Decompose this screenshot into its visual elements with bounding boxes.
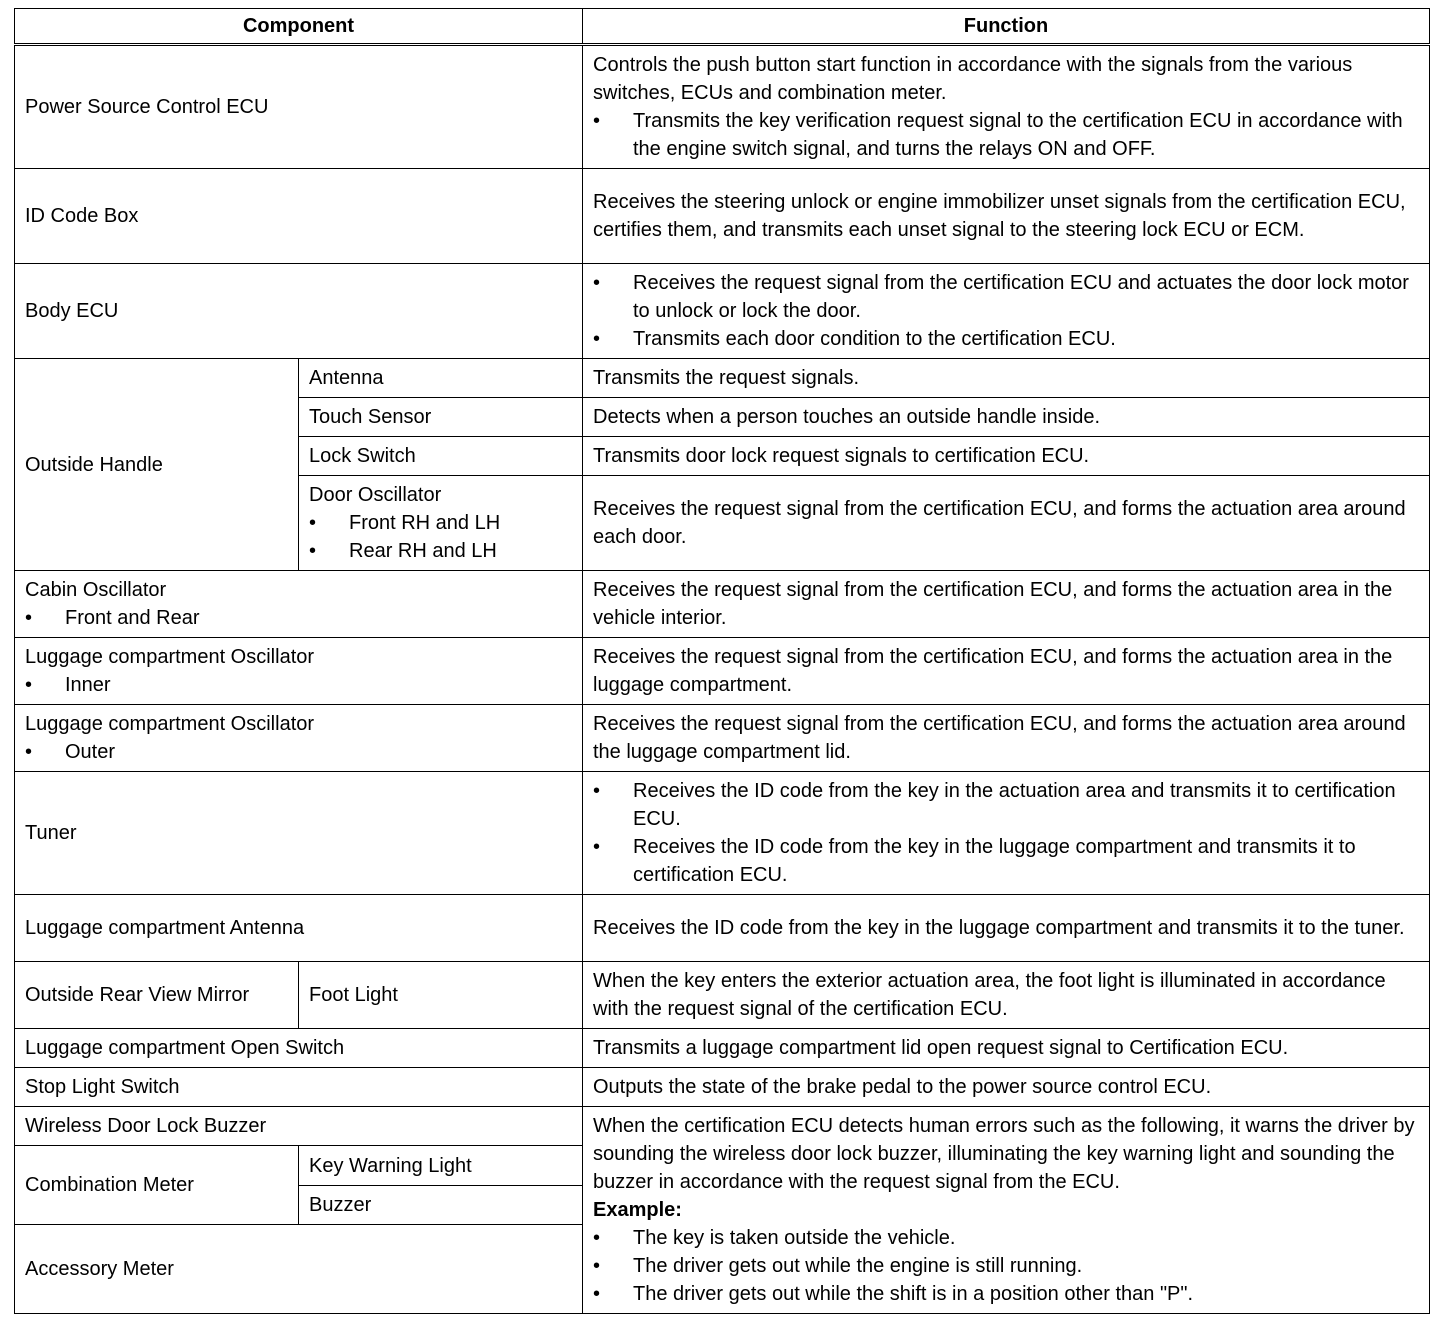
bullet-item xyxy=(593,325,1419,353)
component-cell: Outside Rear View Mirror xyxy=(15,962,299,1029)
header-row xyxy=(15,9,1430,45)
function-text: Controls the push button start function in accordance with the signals from the various switches, ECUs and combination meter. xyxy=(593,54,1353,104)
component-cell: Combination Meter xyxy=(15,1146,299,1225)
subcomponent-cell xyxy=(299,476,583,571)
bullet-text: Receives the ID code from the key in the luggage compartment and transmits it to certification ECU. xyxy=(633,836,1356,886)
bullet-icon: • xyxy=(25,741,33,763)
function-cell: Transmits a luggage compartment lid open request signal to Certification ECU. xyxy=(583,1029,1430,1068)
bullet-text: Inner xyxy=(65,674,111,696)
bullet-icon: • xyxy=(593,272,601,294)
bullet-item xyxy=(593,777,1419,833)
table-row xyxy=(15,45,1430,169)
bullet-icon: • xyxy=(593,1255,601,1277)
function-cell xyxy=(583,45,1430,169)
subcomponent-cell: Foot Light xyxy=(299,962,583,1029)
bullet-item xyxy=(25,604,572,632)
table-row xyxy=(15,1029,1430,1068)
bullet-item xyxy=(593,1280,1419,1308)
table-row xyxy=(15,705,1430,772)
component-cell: Wireless Door Lock Buzzer xyxy=(15,1107,583,1146)
bullet-item xyxy=(593,1224,1419,1252)
bullet-icon: • xyxy=(593,780,601,802)
bullet-icon: • xyxy=(593,1283,601,1305)
function-cell: Transmits door lock request signals to certification ECU. xyxy=(583,437,1430,476)
bullet-item xyxy=(309,537,572,565)
component-cell: ID Code Box xyxy=(15,169,583,264)
function-cell: Receives the request signal from the certification ECU, and forms the actuation area around the luggage compartment lid. xyxy=(583,705,1430,772)
function-cell: Receives the request signal from the certification ECU, and forms the actuation area in the luggage compartment. xyxy=(583,638,1430,705)
table-row xyxy=(15,264,1430,359)
bullet-icon: • xyxy=(25,674,33,696)
component-title: Cabin Oscillator xyxy=(25,579,167,601)
function-cell: Receives the steering unlock or engine immobilizer unset signals from the certification ECU, certifies them, and transmits each unset signal to the steering lock ECU or ECM. xyxy=(583,169,1430,264)
bullet-icon: • xyxy=(309,512,317,534)
subcomponent-cell: Key Warning Light xyxy=(299,1146,583,1186)
function-text: When the certification ECU detects human errors such as the following, it warns the driver by sounding the wireless door lock buzzer, illuminating the key warning light and sounding the buzzer in accordance with the request signal from the ECU. xyxy=(593,1115,1415,1193)
table-row xyxy=(15,1107,1430,1146)
subcomponent-cell: Buzzer xyxy=(299,1186,583,1225)
function-cell: Receives the ID code from the key in the luggage compartment and transmits it to the tuner. xyxy=(583,895,1430,962)
bullet-text: Receives the ID code from the key in the actuation area and transmits it to certification ECU. xyxy=(633,780,1396,830)
component-cell: Accessory Meter xyxy=(15,1225,583,1314)
function-cell xyxy=(583,1107,1430,1314)
component-cell xyxy=(15,571,583,638)
table-row xyxy=(15,895,1430,962)
bullet-icon: • xyxy=(593,110,601,132)
bullet-icon: • xyxy=(593,328,601,350)
component-cell: Luggage compartment Open Switch xyxy=(15,1029,583,1068)
table-row xyxy=(15,772,1430,895)
table-row xyxy=(15,571,1430,638)
bullet-item xyxy=(593,107,1419,163)
subcomponent-cell: Touch Sensor xyxy=(299,398,583,437)
component-cell xyxy=(15,705,583,772)
table-row xyxy=(15,1068,1430,1107)
function-cell: Detects when a person touches an outside handle inside. xyxy=(583,398,1430,437)
subcomponent-cell: Antenna xyxy=(299,359,583,398)
bullet-text: Front and Rear xyxy=(65,607,200,629)
bullet-icon: • xyxy=(593,836,601,858)
table-row xyxy=(15,962,1430,1029)
component-function-table xyxy=(14,8,1430,1314)
header-component: Component xyxy=(15,9,583,45)
bullet-item xyxy=(25,738,572,766)
example-label: Example: xyxy=(593,1199,682,1221)
bullet-text: Front RH and LH xyxy=(349,512,501,534)
table-row xyxy=(15,638,1430,705)
function-cell: Receives the request signal from the certification ECU, and forms the actuation area in the vehicle interior. xyxy=(583,571,1430,638)
bullet-item xyxy=(25,671,572,699)
component-cell: Stop Light Switch xyxy=(15,1068,583,1107)
function-cell xyxy=(583,264,1430,359)
bullet-icon: • xyxy=(25,607,33,629)
component-title: Luggage compartment Oscillator xyxy=(25,646,315,668)
bullet-item xyxy=(309,509,572,537)
component-cell xyxy=(15,638,583,705)
function-cell: When the key enters the exterior actuation area, the foot light is illuminated in accordance with the request signal of the certification ECU. xyxy=(583,962,1430,1029)
component-cell: Tuner xyxy=(15,772,583,895)
subcomponent-title: Door Oscillator xyxy=(309,484,442,506)
component-cell: Luggage compartment Antenna xyxy=(15,895,583,962)
function-cell: Transmits the request signals. xyxy=(583,359,1430,398)
bullet-text: The key is taken outside the vehicle. xyxy=(633,1227,956,1249)
bullet-icon: • xyxy=(593,1227,601,1249)
bullet-item xyxy=(593,1252,1419,1280)
component-cell: Outside Handle xyxy=(15,359,299,571)
component-title: Luggage compartment Oscillator xyxy=(25,713,315,735)
bullet-text: The driver gets out while the shift is in a position other than "P". xyxy=(633,1283,1194,1305)
function-cell: Receives the request signal from the certification ECU, and forms the actuation area around each door. xyxy=(583,476,1430,571)
bullet-item xyxy=(593,833,1419,889)
bullet-text: Outer xyxy=(65,741,116,763)
bullet-text: Transmits the key verification request signal to the certification ECU in accordance with the engine switch signal, and turns the relays ON and OFF. xyxy=(633,110,1403,160)
component-cell: Body ECU xyxy=(15,264,583,359)
function-cell: Outputs the state of the brake pedal to the power source control ECU. xyxy=(583,1068,1430,1107)
bullet-text: Rear RH and LH xyxy=(349,540,497,562)
bullet-item xyxy=(593,269,1419,325)
table-row xyxy=(15,169,1430,264)
bullet-text: Transmits each door condition to the certification ECU. xyxy=(633,328,1116,350)
header-function: Function xyxy=(583,9,1430,45)
bullet-text: Receives the request signal from the certification ECU and actuates the door lock motor to unlock or lock the door. xyxy=(633,272,1409,322)
bullet-icon: • xyxy=(309,540,317,562)
subcomponent-cell: Lock Switch xyxy=(299,437,583,476)
bullet-text: The driver gets out while the engine is still running. xyxy=(633,1255,1083,1277)
table-row xyxy=(15,359,1430,398)
component-cell: Power Source Control ECU xyxy=(15,45,583,169)
function-cell xyxy=(583,772,1430,895)
